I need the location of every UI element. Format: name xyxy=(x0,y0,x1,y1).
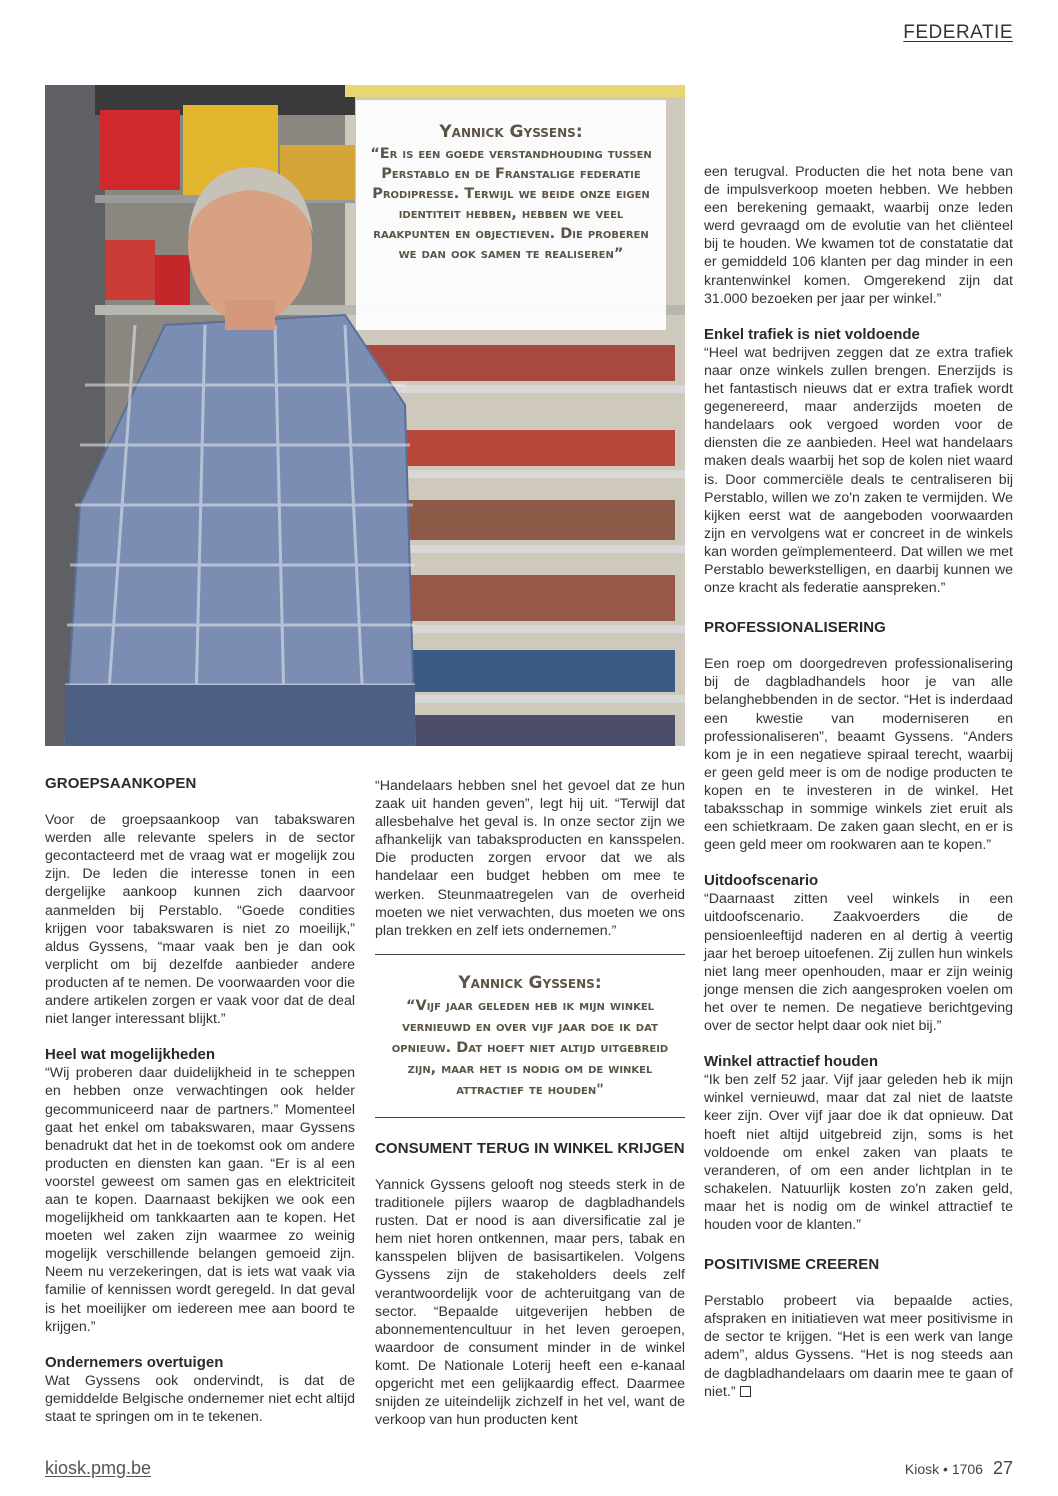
website-link[interactable]: kiosk.pmg.be xyxy=(45,1458,152,1478)
pull-quote-name: Yannick Gyssens: xyxy=(439,122,583,142)
heading-heel-wat: Heel wat mogelijkheden xyxy=(45,1046,216,1064)
paragraph-groepsaankopen: Voor de groepsaankoop van tabakswaren werden alle relevante spelers in de sector gecontacteerd met de vraag wat er mogelijk zou zijn. De leden die interesse tonen in een dergelijke aankoop kunnen zich daarvoor aanmelden bij Perstablo. “Goede condities krijgen voor tabakswaren is niet zo moeilijk,” aldus Gyssens, “maar vaak ben je dan ook verplicht om bij dezelfde aanbieder andere producten af te nemen. De voorwaarden voor die andere artikelen zorgen er vaak voor dat de deal niet langer interessant blijkt.” xyxy=(45,812,355,1028)
divider-bottom xyxy=(375,1117,685,1118)
section-tag: FEDERATIE xyxy=(903,22,1013,43)
column-left xyxy=(45,775,355,1426)
page-number: 27 xyxy=(992,1458,1013,1478)
column-right xyxy=(704,163,1013,1401)
heading-ondernemers: Ondernemers overtuigen xyxy=(45,1353,224,1371)
paragraph-consument: Yannick Gyssens gelooft nog steeds sterk in de traditionele pijlers waarop de dagbladhandels rusten. Dat er nood is aan diversificatie zal je hem niet horen ontkennen, maar pers, tabak en kansspelen blijven de basisartikelen. Volgens Gyssens zijn de stakeholders deels zelf verantwoordelijk voor de achteruitgang van de sector. “Bepaalde uitgeverijen hebben de abonnementencultuur in het leven geroepen, waardoor de consument minder in de winkel komt. De Nationale Loterij heeft een e-kanaal opgericht met een gelijkaardig effect. Daarmee snijden ze uiteindelijk zichzelf in het vel, want de verkoop van hun producten kent xyxy=(375,1176,685,1429)
paragraph-heel-wat: “Wij proberen daar duidelijkheid in te scheppen en hebben onze verwachtingen ook helder gecommuniceerd naar de partners.” Momenteel gaat het enkel om tabakswaren, maar Gyssens benadrukt dat het in de toekomst ook om andere producten en diensten kan gaan. “Er is al een voorstel geweest om samen gas en elektriciteit aan te kopen. Daarnaast bekijken we ook een mogelijkheid om tankkaarten aan te kopen. Het moeten wel zaken zijn waarmee zo weinig mogelijk verschillende belangen gemoeid zijn. Neem nu verzekeringen, dat is iets wat vaak via familie of kennissen wordt geregeld. In dat geval is het moeilijker om iedereen mee aan boord te krijgen.” xyxy=(45,1065,355,1335)
end-mark-icon xyxy=(740,1386,751,1397)
pull-quote-middle xyxy=(375,955,685,1117)
pull-quote-mid-text: “Vijf jaar geleden heb ik mijn winkel vernieuwd en over vijf jaar doe ik dat opnieuw. Dat hoeft niet altijd uitgebreid zijn, maar het is nodig om de winkel attractief te houden" xyxy=(391,997,669,1098)
pull-quote-text: “Er is een goede verstandhouding tussen Perstablo en de Franstalige federatie Prodipresse. Terwijl we beide onze eigen identiteit hebben, hebben we veel raakpunten en objectieven. Die proberen we dan ook samen te realiseren” xyxy=(370,146,652,262)
heading-professionalisering: PROFESSIONALISERING xyxy=(704,619,886,637)
paragraph-positivisme-wrap xyxy=(704,1292,1013,1401)
heading-groepsaankopen: GROEPSAANKOPEN xyxy=(45,775,197,792)
paragraph-uitdoofscenario: “Daarnaast zitten veel winkels in een uitdoofscenario. Zaakvoerders die de pensioenleeftijd naderen en al dertig à veertig jaar het beroep uitoefenen. Zij zullen hun winkels niet lang meer openhouden, maar er zijn weinig jonge mensen die zich aangesproken voelen om het over te nemen. De negatieve berichtgeving over de sector helpt daar ook niet bij.” xyxy=(704,891,1013,1035)
paragraph-handelaars: “Handelaars hebben snel het gevoel dat ze hun zaak uit handen geven”, legt hij uit. “Terwijl dat allesbehalve het geval is. In onze sector zijn we afhankelijk van tabaksproducten en kansspelen. Die producten zorgen ervoor dat we als handelaar een budget hebben om mee te werken. Steunmaatregelen van de overheid moeten we niet verwachten, dus moeten we ons plan trekken en zelf iets ondernemen.” xyxy=(375,778,685,939)
heading-uitdoofscenario: Uitdoofscenario xyxy=(704,872,819,890)
heading-winkel-attractief: Winkel attractief houden xyxy=(704,1053,879,1071)
heading-enkel-trafiek: Enkel trafiek is niet voldoende xyxy=(704,325,920,343)
heading-consument: CONSUMENT TERUG IN WINKEL KRIJGEN xyxy=(375,1139,685,1157)
footer-issue xyxy=(905,1458,1013,1479)
pull-quote-top xyxy=(356,100,666,330)
paragraph-positivisme: Perstablo probeert via bepaalde acties, afspraken en initiatieven wat meer positivisme in de sector te krijgen. “Het is een werk van lange adem”, aldus Gyssens. “Het is nog steeds aan de dagbladhandelaars om daarin mee te gaan of niet.” xyxy=(704,1293,1013,1400)
paragraph-enkel-trafiek: “Heel wat bedrijven zeggen dat ze extra trafiek naar onze winkels zullen brengen. Enerzijds is het fantastisch nieuws dat er extra trafiek wordt gegenereerd, maar anderzijds moeten de handelaars ook vergoed worden voor de diensten die ze aanbieden. Heel wat handelaars maken deals waarbij het sop de kolen niet waard is. Door commerciële deals te centraliseren bij Perstablo, willen we zo'n zaken te vermijden. We kijken eerst wat de aangeboden voorwaarden zijn en vervolgens wat er concreet in de winkels kan worden geïmplementeerd. Dat willen we met Perstablo bewerkstelligen, en daarbij kunnen we onze kracht als federatie aanspreken.” xyxy=(704,344,1013,597)
heading-positivisme: POSITIVISME CREEREN xyxy=(704,1256,880,1274)
column-middle xyxy=(375,777,685,1429)
issue-label: Kiosk • 1706 xyxy=(904,1461,983,1477)
paragraph-ondernemers: Wat Gyssens ook ondervindt, is dat de gemiddelde Belgische ondernemer niet echt altijd staat te springen om in te tekenen. xyxy=(45,1372,355,1425)
paragraph-winkel-attractief: “Ik ben zelf 52 jaar. Vijf jaar geleden heb ik mijn winkel vernieuwd, maar dat zal niet de laatste keer zijn. Over vijf jaar doe ik dat opnieuw. Dat hoeft niet altijd uitgebreid zijn, soms is het voldoende om enkel zaken van plaats te veranderen, of om een ander lichtplan in te schakelen. Natuurlijk kosten zo'n zaken geld, maar het is nodig om de winkel attractief te houden voor de klanten.” xyxy=(704,1072,1013,1233)
paragraph-terugval: een terugval. Producten die het nota bene van de impulsverkoop moeten hebben. We hebben een berekening gemaakt, waarbij onze leden werd gevraagd om de evolutie van het cliënteel bij te houden. We kwamen tot de constatatie dat er gemiddeld 106 klanten per dag minder in een krantenwinkel komen. Omgerekend zijn dat 31.000 bezoeken per jaar per winkel.” xyxy=(704,164,1013,307)
paragraph-professionalisering: Een roep om doorgedreven professionalisering bij de dagbladhandels hoor je van alle belanghebbenden in de sector. “Het is inderdaad een kwestie van moderniseren en professionaliseren”, beaamt Gyssens. “Anders kom je in een negatieve spiraal terecht, waarbij er geen geld meer is om de nodige producten te kopen en te investeren in de winkel. Het tabaksschap in sommige winkels ziet eruit als een schietkraam. De zaken gaan slecht, en er is geen geld meer om rookwaren aan te kopen.” xyxy=(704,656,1013,854)
pull-quote-mid-name: Yannick Gyssens: xyxy=(458,972,602,993)
